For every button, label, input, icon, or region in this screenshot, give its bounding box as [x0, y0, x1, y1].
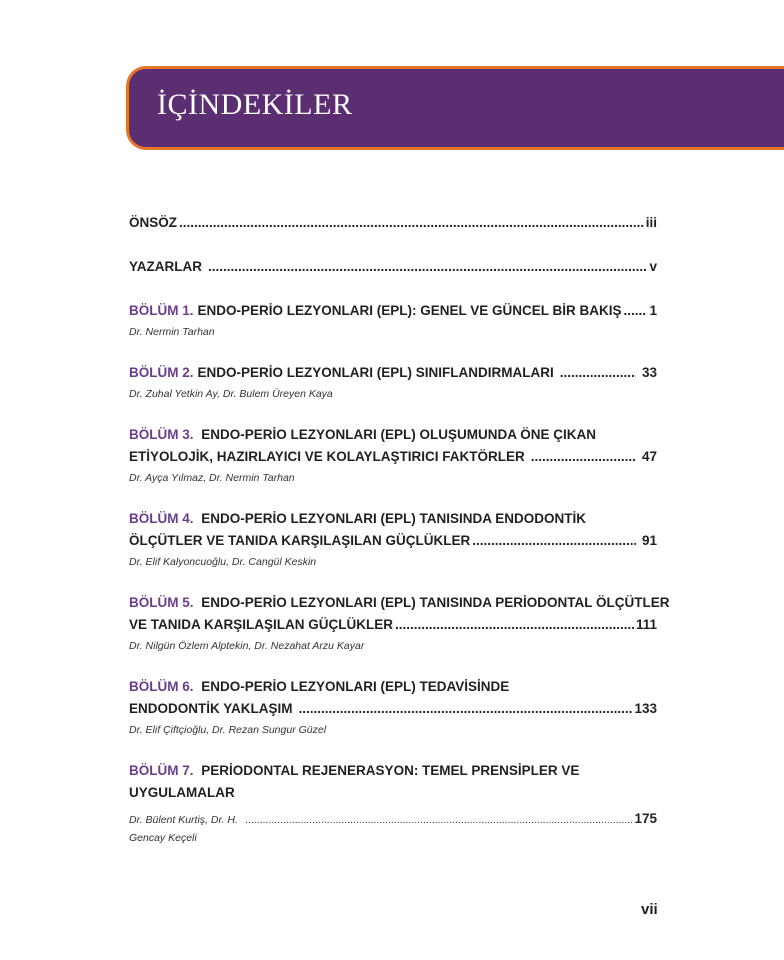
toc-label: ÖNSÖZ	[129, 215, 178, 230]
leader-dots	[179, 212, 644, 234]
toc-page-number: 133	[634, 701, 657, 716]
chapter-authors: Dr. Nermin Tarhan	[129, 326, 215, 338]
chapter-number: BÖLÜM 1.	[129, 303, 194, 318]
toc-page-number: 47	[641, 449, 657, 464]
chapter-title: ENDO-PERİO LEZYONLARI (EPL) SINIFLANDIRMALARI	[197, 365, 554, 380]
chapter-number: BÖLÜM 7.	[129, 763, 194, 778]
chapter-number: BÖLÜM 3.	[129, 427, 194, 442]
chapter-title-line-2: ÖLÇÜTLER VE TANIDA KARŞILAŞILAN GÜÇLÜKLER	[129, 533, 471, 548]
leader-dots	[472, 530, 636, 552]
toc-label: YAZARLAR	[129, 259, 203, 274]
chapter-authors: Dr. Nilgün Özlem Alptekin, Dr. Nezahat Arzu Kayar	[129, 640, 365, 652]
chapter-authors: Dr. Elif Kalyoncuoğlu, Dr. Cangül Keskin	[129, 556, 317, 568]
toc-page-number: iii	[645, 215, 657, 230]
chapter-authors: Dr. Bülent Kurtiş, Dr. H. Gencay Keçeli	[129, 814, 238, 844]
chapter-title-line-2: ENDODONTİK YAKLAŞIM	[129, 701, 293, 716]
chapter-title-line-1: ENDO-PERİO LEZYONLARI (EPL) OLUŞUMUNDA ÖNE ÇIKAN	[201, 427, 597, 442]
leader-dots	[560, 362, 636, 384]
leader-dots	[531, 446, 636, 468]
toc-entry-preface[interactable]	[129, 212, 657, 234]
chapter-title-line-2: ETİYOLOJİK, HAZIRLAYICI VE KOLAYLAŞTIRICI FAKTÖRLER	[129, 449, 525, 464]
chapter-title-line-1: ENDO-PERİO LEZYONLARI (EPL) TEDAVİSİNDE	[201, 679, 510, 694]
toc-entry-chapter-4[interactable]	[129, 508, 657, 570]
chapter-title-line-1: PERİODONTAL REJENERASYON: TEMEL PRENSİPLER VE	[201, 763, 580, 778]
toc-entry-chapter-6[interactable]	[129, 676, 657, 738]
chapter-number: BÖLÜM 2.	[129, 365, 194, 380]
page-number: vii	[641, 901, 658, 918]
leader-dots	[299, 698, 633, 720]
toc-page-number: 111	[635, 617, 657, 632]
toc-page-number: 175	[634, 811, 657, 826]
chapter-title-line-1: ENDO-PERİO LEZYONLARI (EPL) TANISINDA PERİODONTAL ÖLÇÜTLER	[201, 595, 670, 610]
chapter-authors: Dr. Elif Çiftçioğlu, Dr. Rezan Sungur Güzel	[129, 724, 327, 736]
toc-page-number: 91	[641, 533, 657, 548]
toc-entry-chapter-1[interactable]	[129, 300, 657, 340]
leader-dots	[246, 811, 633, 829]
toc-entry-authors[interactable]	[129, 256, 657, 278]
toc-page-number: v	[649, 259, 657, 274]
toc-entry-chapter-7[interactable]	[129, 760, 657, 847]
title-banner	[126, 66, 784, 150]
leader-dots	[208, 256, 647, 278]
chapter-title-line-1: ENDO-PERİO LEZYONLARI (EPL) TANISINDA ENDODONTİK	[201, 511, 587, 526]
leader-dots	[624, 300, 648, 322]
toc-entry-chapter-2[interactable]	[129, 362, 657, 402]
leader-dots	[395, 614, 634, 636]
chapter-title-line-2: VE TANIDA KARŞILAŞILAN GÜÇLÜKLER	[129, 617, 393, 632]
table-of-contents	[129, 212, 670, 869]
toc-page-number: 1	[649, 303, 657, 318]
chapter-title-line-2: UYGULAMALAR	[129, 785, 235, 800]
page-title: İÇİNDEKİLER	[157, 88, 353, 121]
chapter-title: ENDO-PERİO LEZYONLARI (EPL): GENEL VE GÜNCEL BİR BAKIŞ	[197, 303, 622, 318]
chapter-authors: Dr. Zuhal Yetkin Ay, Dr. Bulem Üreyen Kaya	[129, 388, 333, 400]
chapter-number: BÖLÜM 4.	[129, 511, 194, 526]
toc-entry-chapter-5[interactable]	[129, 592, 670, 654]
toc-entry-chapter-3[interactable]	[129, 424, 657, 486]
chapter-number: BÖLÜM 5.	[129, 595, 194, 610]
chapter-number: BÖLÜM 6.	[129, 679, 194, 694]
toc-page-number: 33	[641, 365, 657, 380]
chapter-authors: Dr. Ayça Yılmaz, Dr. Nermin Tarhan	[129, 472, 295, 484]
